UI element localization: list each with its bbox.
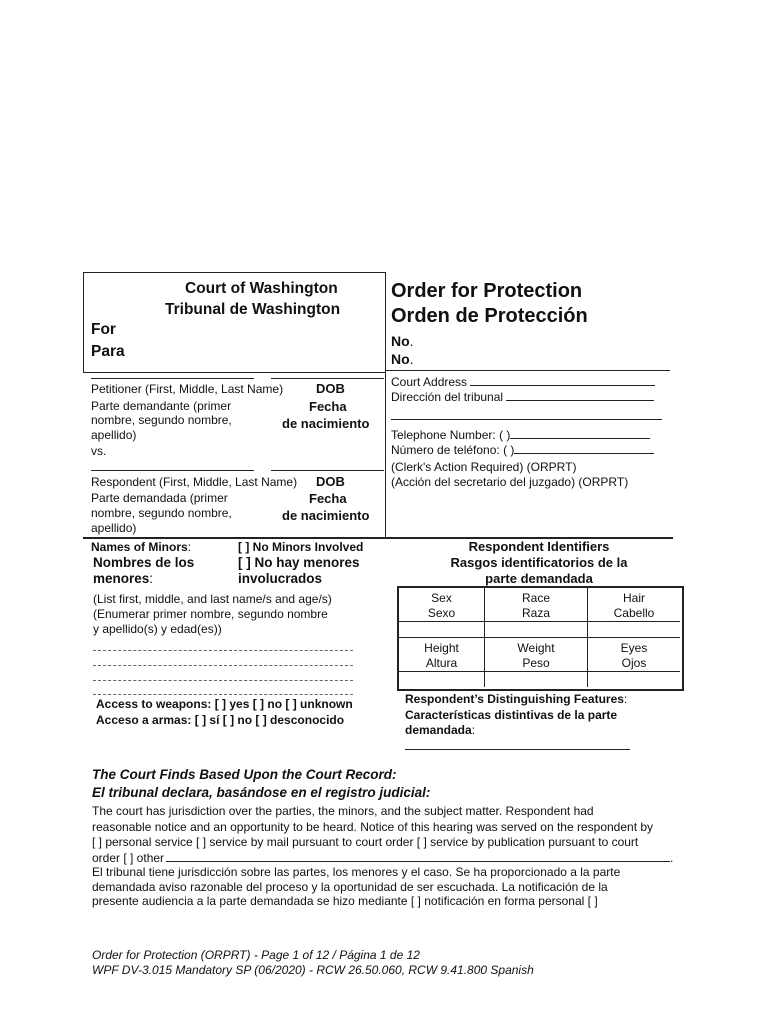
respondent-nacimiento-label: de nacimiento	[282, 508, 370, 523]
findings-paragraph-es-3: presente audiencia a la parte demandada se hizo mediante [ ] notificación en forma personal [ ]	[92, 894, 598, 908]
weapons-access-en: Access to weapons: [ ] yes [ ] no [ ] unknown	[96, 697, 353, 711]
clerk-action-en: (Clerk's Action Required) (ORPRT)	[391, 460, 577, 474]
identifiers-title-3: parte demandada	[485, 571, 593, 586]
petitioner-label-es-1: Parte demandante (primer	[91, 399, 232, 413]
other-service-line[interactable]	[166, 850, 670, 862]
minors-list-instruction-en: (List first, middle, and last name/s and age/s)	[93, 592, 332, 606]
minors-list-instruction-es-2: y apellido(s) y edad(es))	[93, 622, 222, 636]
identifiers-row-divider-2	[399, 637, 680, 638]
court-address-label-es: Dirección del tribunal	[391, 389, 654, 404]
petitioner-dob-line[interactable]	[271, 378, 384, 379]
no-minors-checkbox-es-1[interactable]: [ ] No hay menores	[238, 555, 360, 570]
footer-line-1: Order for Protection (ORPRT) - Page 1 of 12 / Página 1 de 12	[92, 948, 420, 962]
footer-line-2: WPF DV-3.015 Mandatory SP (06/2020) - RCW 26.50.060, RCW 9.41.800 Spanish	[92, 963, 534, 977]
weapons-access-es: Acceso a armas: [ ] sí [ ] no [ ] desconocido	[96, 713, 345, 727]
findings-paragraph-es-2: demandada aviso razonable del proceso y la oportunidad de ser escuchada. La notificación de la	[92, 880, 608, 894]
minor-name-line-1[interactable]	[93, 650, 353, 651]
court-title-es: Tribunal de Washington	[165, 301, 341, 318]
respondent-label-es-1: Parte demandada (primer	[91, 491, 228, 505]
distinguishing-features-en: Respondent’s Distinguishing Features:	[405, 692, 628, 706]
eyes-header: Eyes Ojos	[620, 641, 648, 670]
telephone-label-es: Número de teléfono: ( )	[391, 442, 654, 457]
petitioner-dob-label: DOB	[316, 381, 345, 396]
distinguishing-features-line[interactable]	[405, 749, 630, 750]
respondent-name-line[interactable]	[91, 470, 254, 471]
minor-name-line-4[interactable]	[93, 694, 353, 695]
sex-header: Sex Sexo	[427, 591, 456, 620]
minors-list-instruction-es-1: (Enumerar primer nombre, segundo nombre	[93, 607, 328, 621]
no-minors-checkbox-es-2: involucrados	[238, 571, 323, 586]
findings-paragraph-en-2: reasonable notice and an opportunity to be heard. Notice of this hearing was served on the respondent by	[92, 820, 654, 834]
court-address-line-es[interactable]	[506, 389, 654, 401]
minor-name-line-3[interactable]	[93, 680, 353, 681]
identifiers-row-divider-3	[399, 671, 680, 672]
telephone-label: Telephone Number: ( )	[391, 427, 650, 442]
identifiers-title-2: Rasgos identificatorios de la	[450, 555, 628, 570]
court-address-line[interactable]	[470, 374, 655, 386]
petitioner-label-es-3: apellido)	[91, 428, 137, 442]
findings-paragraph-en-1: The court has jurisdiction over the parties, the minors, and the subject matter. Respondent had	[92, 804, 594, 818]
respondent-label-es-3: apellido)	[91, 521, 137, 535]
identifiers-title-1: Respondent Identifiers	[468, 539, 610, 554]
for-label: For	[91, 321, 116, 338]
order-title-es: Orden de Protección	[391, 305, 588, 327]
findings-paragraph-en-4: order [ ] other .	[92, 851, 674, 865]
respondent-label-es-2: nombre, segundo nombre,	[91, 506, 232, 520]
petitioner-fecha-label: Fecha	[309, 399, 347, 414]
petitioner-nacimiento-label: de nacimiento	[282, 416, 370, 431]
distinguishing-features-es-2: demandada:	[405, 723, 476, 737]
minor-name-line-2[interactable]	[93, 665, 353, 666]
findings-paragraph-es-1: El tribunal tiene jurisdicción sobre las partes, los menores y el caso. Se ha proporcionado a la parte	[92, 865, 621, 879]
findings-heading-es: El tribunal declara, basándose en el registro judicial:	[92, 785, 431, 800]
distinguishing-features-es-1: Características distintivas de la parte	[405, 708, 618, 722]
minors-names-label-es-2: menores:	[93, 571, 154, 586]
respondent-dob-line[interactable]	[271, 470, 384, 471]
court-address-extra-line[interactable]	[391, 419, 662, 420]
petitioner-label: Petitioner (First, Middle, Last Name)	[91, 382, 284, 396]
respondent-label: Respondent (First, Middle, Last Name)	[91, 475, 298, 489]
minors-names-label: Names of Minors:	[91, 540, 192, 554]
court-title-en: Court of Washington	[185, 280, 338, 297]
order-title-en: Order for Protection	[391, 280, 583, 302]
no-minors-checkbox-en[interactable]: [ ] No Minors Involved	[238, 540, 364, 554]
respondent-fecha-label: Fecha	[309, 491, 347, 506]
respondent-dob-label: DOB	[316, 474, 345, 489]
column-divider	[385, 272, 386, 538]
telephone-line-es[interactable]	[514, 442, 654, 454]
hair-header: Hair Cabello	[613, 591, 655, 620]
petitioner-label-es-2: nombre, segundo nombre,	[91, 413, 232, 427]
identifiers-row-divider-1	[399, 621, 680, 622]
weight-header: Weight Peso	[517, 641, 555, 670]
para-label: Para	[91, 343, 125, 360]
petitioner-name-line[interactable]	[91, 378, 254, 379]
race-header: Race Raza	[521, 591, 550, 620]
case-number-label-en: No.	[391, 333, 414, 349]
findings-heading-en: The Court Finds Based Upon the Court Record:	[92, 767, 397, 782]
court-address-label: Court Address	[391, 374, 655, 389]
minors-names-label-es-1: Nombres de los	[93, 555, 195, 570]
clerk-action-es: (Acción del secretario del juzgado) (ORPRT)	[391, 475, 629, 489]
case-number-label-es: No.	[391, 351, 414, 367]
findings-paragraph-en-3: [ ] personal service [ ] service by mail pursuant to court order [ ] service by publication pursuant to court	[92, 835, 639, 849]
title-separator	[385, 370, 670, 371]
height-header: Height Altura	[424, 641, 459, 670]
telephone-line[interactable]	[510, 427, 650, 439]
vs-label: vs.	[91, 444, 107, 458]
